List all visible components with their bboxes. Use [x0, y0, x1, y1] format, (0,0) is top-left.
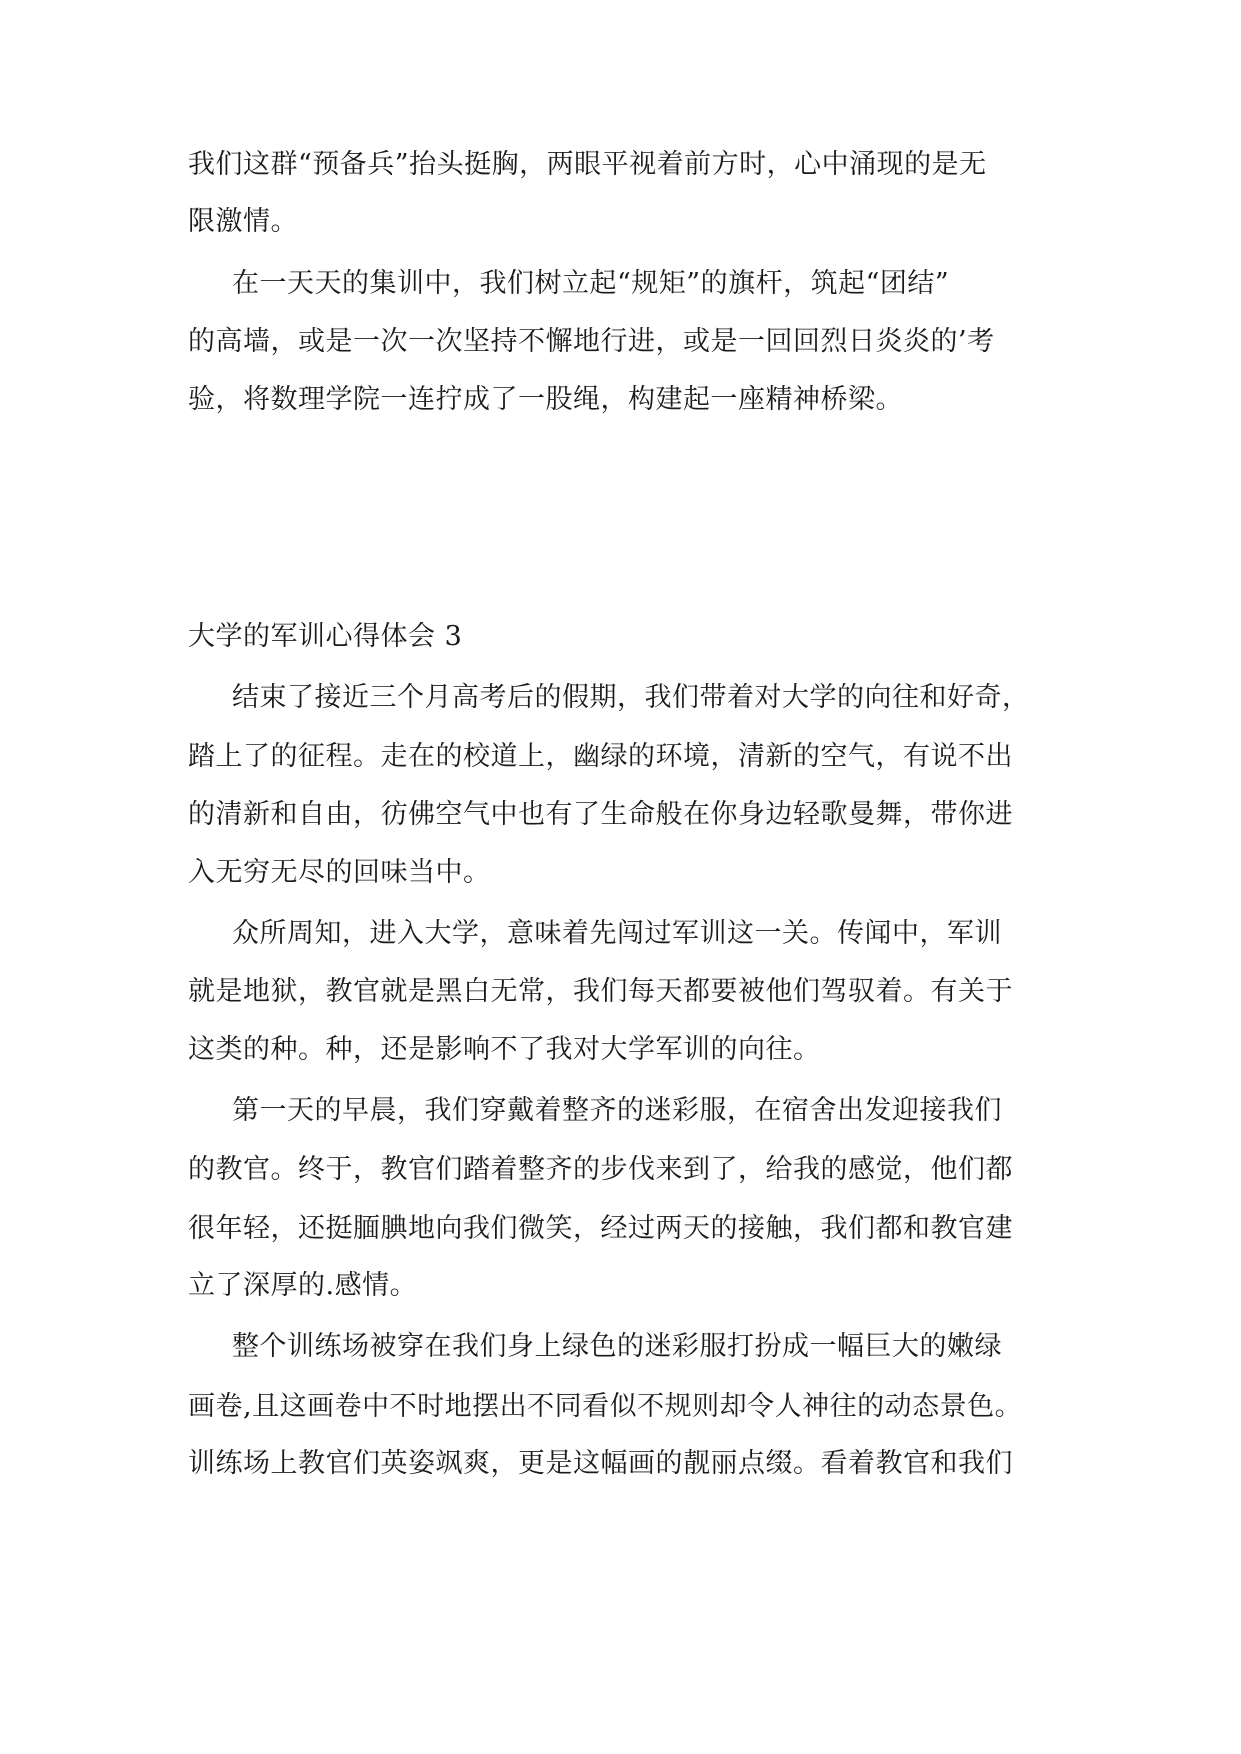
paragraph-line: 限激情。 — [188, 206, 298, 237]
paragraph-line: 第一天的早晨，我们穿戴着整齐的迷彩服，在宿舍出发迎接我们 — [232, 1095, 1002, 1126]
paragraph-line: 画卷,且这画卷中不时地摆出不同看似不规则却令人神往的动态景色。 — [188, 1391, 1023, 1422]
section-title: 大学的军训心得体会 3 — [188, 621, 463, 652]
paragraph-line: 踏上了的征程。走在的校道上，幽绿的环境，清新的空气，有说不出 — [188, 741, 1013, 772]
paragraph-line: 就是地狱，教官就是黑白无常，我们每天都要被他们驾驭着。有关于 — [188, 976, 1013, 1007]
paragraph-line: 我们这群“预备兵”抬头挺胸，两眼平视着前方时，心中涌现的是无 — [188, 149, 987, 180]
paragraph-line: 立了深厚的.感情。 — [188, 1270, 418, 1301]
paragraph-line: 的高墙，或是一次一次坚持不懈地行进，或是一回回烈日炎炎的’考 — [188, 326, 995, 357]
paragraph-line: 验，将数理学院一连拧成了一股绳，构建起一座精神桥梁。 — [188, 384, 903, 415]
paragraph-line: 很年轻，还挺腼腆地向我们微笑，经过两天的接触，我们都和教官建 — [188, 1213, 1013, 1244]
paragraph-line: 整个训练场被穿在我们身上绿色的迷彩服打扮成一幅巨大的嫩绿 — [232, 1331, 1002, 1362]
paragraph-line: 训练场上教官们英姿飒爽，更是这幅画的靓丽点缀。看着教官和我们 — [188, 1448, 1013, 1479]
paragraph-line: 众所周知，进入大学，意味着先闯过军训这一关。传闻中，军训 — [232, 918, 1002, 949]
paragraph-line: 的清新和自由，彷佛空气中也有了生命般在你身边轻歌曼舞，带你进 — [188, 799, 1013, 830]
paragraph-line: 入无穷无尽的回味当中。 — [188, 857, 491, 888]
paragraph-line: 的教官。终于，教官们踏着整齐的步伐来到了，给我的感觉，他们都 — [188, 1154, 1013, 1185]
paragraph-line: 结束了接近三个月高考后的假期，我们带着对大学的向往和好奇， — [232, 682, 1030, 713]
paragraph-line: 在一天天的集训中，我们树立起“规矩”的旗杆，筑起“团结” — [232, 268, 950, 299]
paragraph-line: 这类的种。种，还是影响不了我对大学军训的向往。 — [188, 1034, 821, 1065]
